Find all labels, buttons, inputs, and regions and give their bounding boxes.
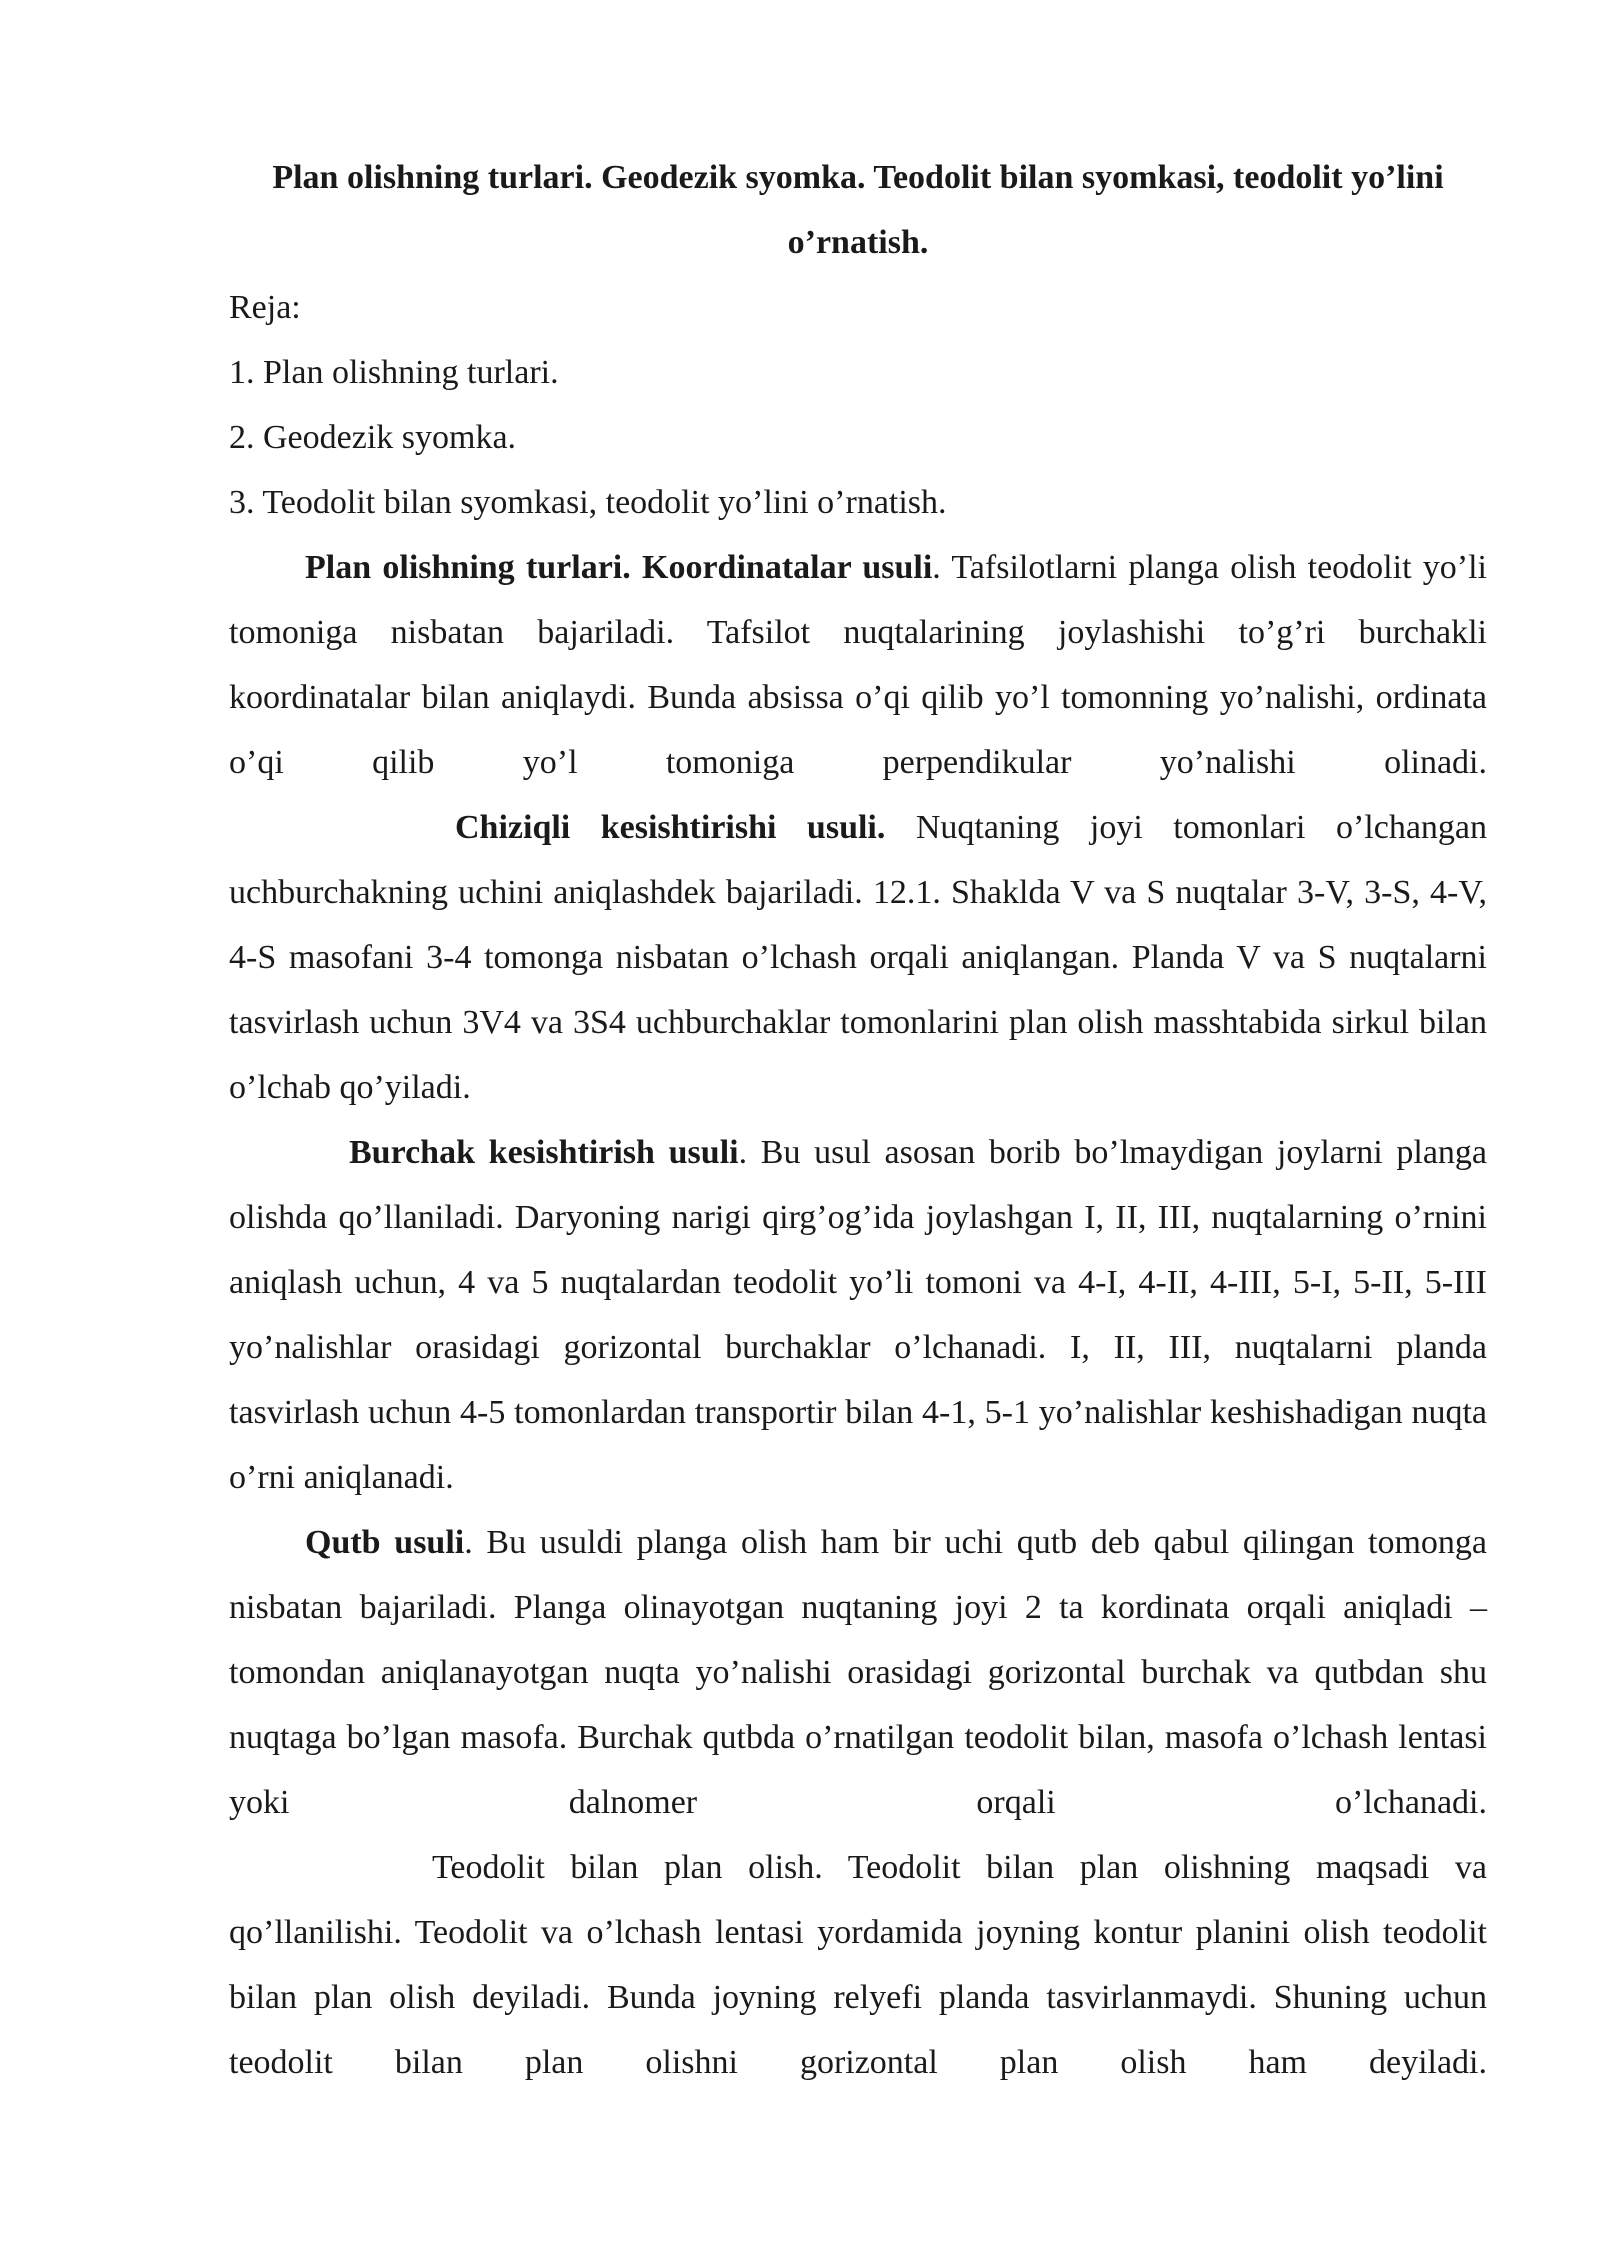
plan-item-2: 2. Geodezik syomka. (229, 419, 517, 456)
section-linear-intersection-text: Nuqtaning joyi tomonlari o’lchangan uchburchakning uchini aniqlashdek bajariladi. 12.1. Shaklda V va S nuqtalar 3-V, 3-S, 4-V, 4-S masofani 3-4 tomonga nisbatan o’lchash orqali aniqlangan. Planda V va S nuqtalarni tasvirlash uchun 3V4 va 3S4 uchburchaklar tomonlarini plan olish masshtabida sirkul bilan o’lchab qo’yiladi. (229, 809, 1488, 1106)
plan-item-3: 3. Teodolit bilan syomkasi, teodolit yo’lini o’rnatish. (229, 484, 947, 521)
section-angle-intersection-text: . Bu usul asosan borib bo’lmaydigan joylarni planga olishda qo’llaniladi. Daryoning narigi qirg’og’ida joylashgan I, II, III, nuqtalarning o’rnini aniqlash uchun, 4 va 5 nuqtalardan teodolit yo’li tomoni va 4-I, 4-II, 4-III, 5-I, 5-II, 5-III yo’nalishlar orasidagi gorizontal burchaklar o’lchanadi. I, II, III, nuqtalarni planda tasvirlash uchun 4-5 tomonlardan transportir bilan 4-1, 5-1 yo’nalishlar keshishadigan nuqta o’rni aniqlanadi. (229, 1134, 1487, 1496)
plan-item-1: 1. Plan olishning turlari. (229, 354, 559, 391)
section-polar-heading: Qutb usuli (305, 1524, 465, 1561)
section-coordinates-heading: Plan olishning turlari. Koordinatalar usuli (305, 549, 933, 586)
section-angle-intersection-heading: Burchak kesishtirish usuli (349, 1134, 739, 1171)
plan-label: Reja: (229, 289, 301, 326)
section-polar-text: . Bu usuldi planga olish ham bir uchi qutb deb qabul qilingan tomonga nisbatan bajariladi. Planga olinayotgan nuqtaning joyi 2 ta kordinata orqali aniqladi – tomondan aniqlanayotgan nuqta yo’nalishi orasidagi gorizontal burchak va qutbdan shu nuqtaga bo’lgan masofa. Burchak qutbda o’rnatilgan teodolit bilan, masofa o’lchash lentasi yoki dalnomer orqali o’lchanadi. (229, 1524, 1487, 1821)
document-title: Plan olishning turlari. Geodezik syomka. Teodolit bilan syomkasi, teodolit yo’lini o’rnatish. (272, 159, 1444, 261)
section-linear-intersection (229, 795, 1487, 1120)
section-linear-intersection-heading: Chiziqli kesishtirishi usuli. (455, 809, 886, 846)
section-coordinates (229, 535, 1487, 795)
section-angle-intersection (229, 1120, 1487, 1510)
section-theodolite-survey (229, 1835, 1487, 2095)
section-polar (229, 1510, 1487, 1835)
section-coordinates-text: . Tafsilotlarni planga olish teodolit yo’li tomoniga nisbatan bajariladi. Tafsilot nuqtalarining joylashishi to’g’ri burchakli koordinatalar bilan aniqlaydi. Bunda absissa o’qi qilib yo’l tomonning yo’nalishi, ordinata o’qi qilib yo’l tomoniga perpendikular yo’nalishi olinadi. (229, 549, 1487, 781)
section-theodolite-survey-text: Teodolit bilan plan olish. Teodolit bilan plan olishning maqsadi va qo’llanilishi. Teodolit va o’lchash lentasi yordamida joyning kontur planini olish teodolit bilan plan olish deyiladi. Bunda joyning relyefi planda tasvirlanmaydi. Shuning uchun teodolit bilan plan olishni gorizontal plan olish ham deyiladi. (229, 1849, 1487, 2081)
document-page (229, 145, 1487, 2095)
